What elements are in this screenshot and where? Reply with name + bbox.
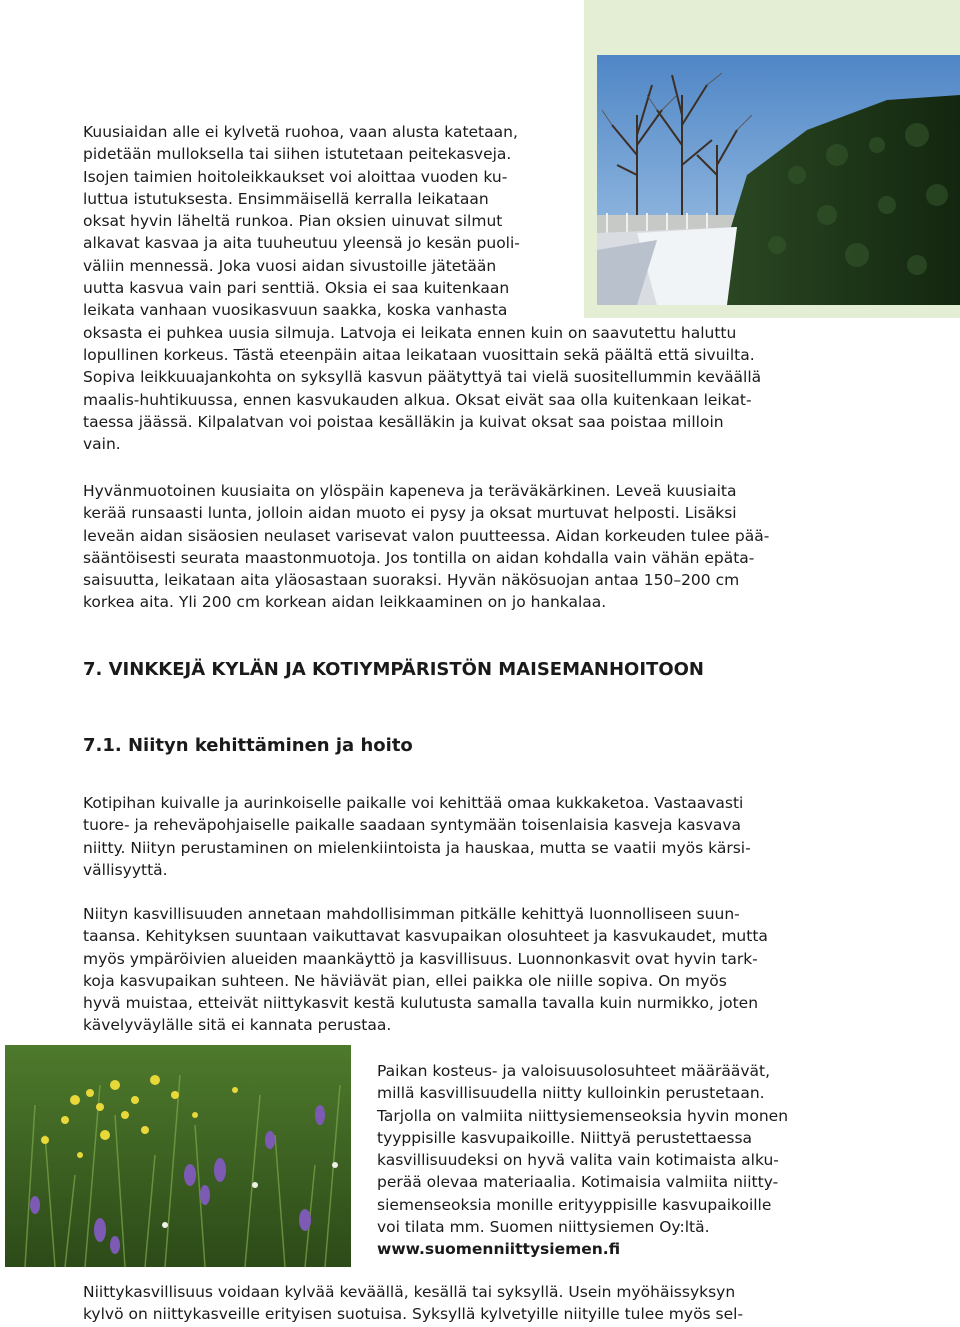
text-line: Sopiva leikkuuajankohta on syksyllä kasvun päätyttyä tai vielä suositellummin keväällä [83, 368, 762, 387]
seed-mix-paragraph [377, 1060, 835, 1261]
text-line: perää olevaa materiaalia. Kotimaisia valmiita niitty- [377, 1173, 779, 1192]
text-line: koja kasvupaikan suhteen. Ne häviävät pian, ellei paikka ole niille sopiva. On myös [83, 971, 727, 990]
text-line: Kuusiaidan alle ei kylvetä ruohoa, vaan alusta katetaan, [83, 123, 518, 141]
hedge-shape-paragraph [83, 480, 769, 614]
text-line: leikata vanhaan vuosikasvuun saakka, koska vanhasta [83, 301, 508, 320]
text-line: luttua istutuksesta. Ensimmäisellä kerralla leikataan [83, 189, 489, 208]
text-line: Hyvänmuotoinen kuusiaita on ylöspäin kapeneva ja teräväkärkinen. Leveä kuusiaita [83, 482, 737, 500]
text-line: voi tilata mm. Suomen niittysiemen Oy:ltä. [377, 1218, 710, 1237]
section-heading: 7. VINKKEJÄ KYLÄN JA KOTIYMPÄRISTÖN MAISEMANHOITOON [83, 659, 704, 680]
text-line: tyyppisille kasvupaikoille. Niittyä perustettaessa [377, 1128, 753, 1147]
text-line: taessa jäässä. Kilpalatvan voi poistaa kesälläkin ja kuivat oksat saa poistaa milloin [83, 412, 724, 431]
meadow-illustration [5, 1045, 351, 1267]
text-line: maalis-huhtikuussa, ennen kasvukauden alkua. Oksat eivät saa olla kuitenkaan leikat- [83, 390, 752, 409]
text-line: uutta kasvua vain pari senttiä. Oksia ei saa kuitenkaan [83, 279, 510, 298]
text-line: niitty. Niityn perustaminen on mielenkiintoista ja hauskaa, mutta se vaatii myös kärsi- [83, 838, 751, 857]
text-line: oksasta ei puhkea uusia silmuja. Latvoja ei leikata ennen kuin on saavutettu haluttu [83, 323, 737, 342]
text-line: siemenseoksia monille erityyppisille kasvupaikoille [377, 1195, 772, 1214]
subsection-heading: 7.1. Niityn kehittäminen ja hoito [83, 735, 413, 756]
spruce-hedge-illustration [597, 55, 960, 305]
text-line: kasvillisuudeksi on hyvä valita vain kotimaista alku- [377, 1151, 779, 1170]
text-line: saisuutta, leikataan aita yläosastaan suoraksi. Hyvän näkösuojan antaa 150–200 cm [83, 571, 740, 590]
text-line: sääntöisesti seurata maastonmuotoja. Jos tontilla on aidan kohdalla vain vähän epäta- [83, 548, 755, 567]
text-line: Niittykasvillisuus voidaan kylvää keväällä, kesällä tai syksyllä. Usein myöhäissyksyn [83, 1283, 736, 1301]
text-line: oksat hyvin läheltä runkoa. Pian oksien uinuvat silmut [83, 212, 503, 231]
text-line: lopullinen korkeus. Tästä eteenpäin aitaa leikataan vuosittain sekä päältä että sivuilta. [83, 345, 755, 364]
intro-paragraph [83, 121, 762, 455]
text-line: korkea aita. Yli 200 cm korkean aidan leikkaaminen on jo hankalaa. [83, 593, 607, 612]
text-line: hyvä muistaa, etteivät niittykasvit kestä kulutusta samalla tavalla kuin nurmikko, joten [83, 994, 759, 1013]
text-line: millä kasvillisuudella niitty kulloinkin perustetaan. [377, 1084, 765, 1103]
text-line: Kotipihan kuivalle ja aurinkoiselle paikalle voi kehittää omaa kukkaketoa. Vastaavasti [83, 794, 744, 812]
text-line: Isojen taimien hoitoleikkaukset voi aloittaa vuoden ku- [83, 167, 508, 186]
text-line: vällisyyttä. [83, 860, 168, 879]
text-line: leveän aidan sisäosien neulaset varisevat valon puutteessa. Aidan korkeuden tulee pää- [83, 526, 770, 545]
text-line: väliin mennessä. Joka vuosi aidan sivustoille jätetään [83, 256, 497, 275]
text-line: Niityn kasvillisuuden annetaan mahdollisimman pitkälle kehittyä luonnolliseen suun- [83, 905, 740, 923]
meadow-photo [5, 1045, 351, 1267]
text-line: tuore- ja reheväpohjaiselle paikalle saadaan syntymään toisenlaisia kasveja kasvava [83, 816, 742, 835]
text-line: pidetään mulloksella tai siihen istutetaan peitekasveja. [83, 145, 512, 164]
meadow-development-paragraph [83, 903, 768, 1037]
text-line: kävelyväylälle sitä ei kannata perustaa. [83, 1016, 392, 1035]
sowing-paragraph [83, 1281, 743, 1326]
text-line: Tarjolla on valmiita niittysiemenseoksia hyvin monen [377, 1106, 789, 1125]
seed-company-link[interactable]: www.suomenniittysiemen.fi [377, 1240, 621, 1259]
text-line: alkavat kasvaa ja aita tuuheutuu yleensä jo kesän puoli- [83, 234, 520, 253]
spruce-hedge-photo [597, 55, 960, 305]
meadow-intro-paragraph [83, 792, 751, 881]
text-line: Paikan kosteus- ja valoisuusolosuhteet määräävät, [377, 1062, 771, 1080]
text-line: kylvö on niittykasveille erityisen suotuisa. Syksyllä kylvetyille niityille tulee myös sel- [83, 1305, 744, 1324]
text-line: taansa. Kehityksen suuntaan vaikuttavat kasvupaikan olosuhteet ja kasvukaudet, mutta [83, 927, 768, 946]
text-line: kerää runsaasti lunta, jolloin aidan muoto ei pysy ja oksat murtuvat helposti. Lisäksi [83, 504, 737, 523]
text-line: myös ympäröivien alueiden maankäyttö ja kasvillisuus. Luonnonkasvit ovat hyvin tark- [83, 949, 758, 968]
text-line: vain. [83, 435, 121, 454]
